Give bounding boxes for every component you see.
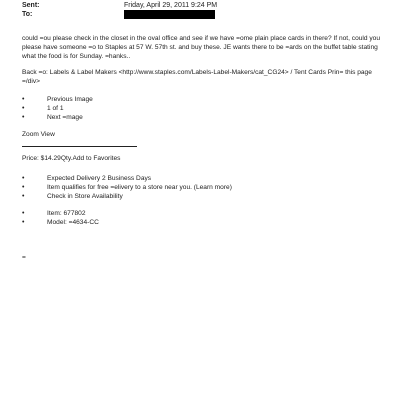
sent-value: Friday, April 29, 2011 9:24 PM xyxy=(124,2,218,9)
to-label: To: xyxy=(22,11,33,18)
price-line: Price: $14.29Qty.Add to Favorites xyxy=(22,155,121,162)
list-item-store-availability: Check in Store Availability xyxy=(47,193,123,200)
list-item-next-image: Next =mage xyxy=(47,114,83,121)
list-item-model-number: Model: =4634-CC xyxy=(47,219,99,226)
zoom-view-text: Zoom View xyxy=(22,131,55,138)
back-link-paragraph: Back =o: Labels & Label Makers <http://www.staples.com/Labels-Label-Makers/cat_CG24> / Tent Cards Prin= this page =/div> xyxy=(22,69,372,85)
list-bullet: • xyxy=(22,193,25,200)
sent-label: Sent: xyxy=(22,2,40,9)
list-item-item-number: Item: 677802 xyxy=(47,210,86,217)
list-bullet: • xyxy=(22,105,25,112)
trailing-character: = xyxy=(22,254,26,261)
list-bullet: • xyxy=(22,210,25,217)
divider-line xyxy=(22,146,137,147)
redaction-bar xyxy=(124,10,215,19)
list-bullet: • xyxy=(22,96,25,103)
list-bullet: • xyxy=(22,184,25,191)
body-paragraph: could =ou please check in the closet in the oval office and see if we have =ome plain place cards in there? If not, could you please have someone =o to Staples at 57 W. 57th st. and buy these. JE wants there to be =ards on the buffet table stating what the food is for Sunday. =hanks.. xyxy=(22,35,380,60)
list-bullet: • xyxy=(22,114,25,121)
list-item-free-delivery: Item qualifies for free =elivery to a store near you. (Learn more) xyxy=(47,184,232,191)
list-item-image-count: 1 of 1 xyxy=(47,105,64,112)
list-bullet: • xyxy=(22,175,25,182)
list-bullet: • xyxy=(22,219,25,226)
list-item-expected-delivery: Expected Delivery 2 Business Days xyxy=(47,175,152,182)
list-item-previous-image: Previous Image xyxy=(47,96,93,103)
